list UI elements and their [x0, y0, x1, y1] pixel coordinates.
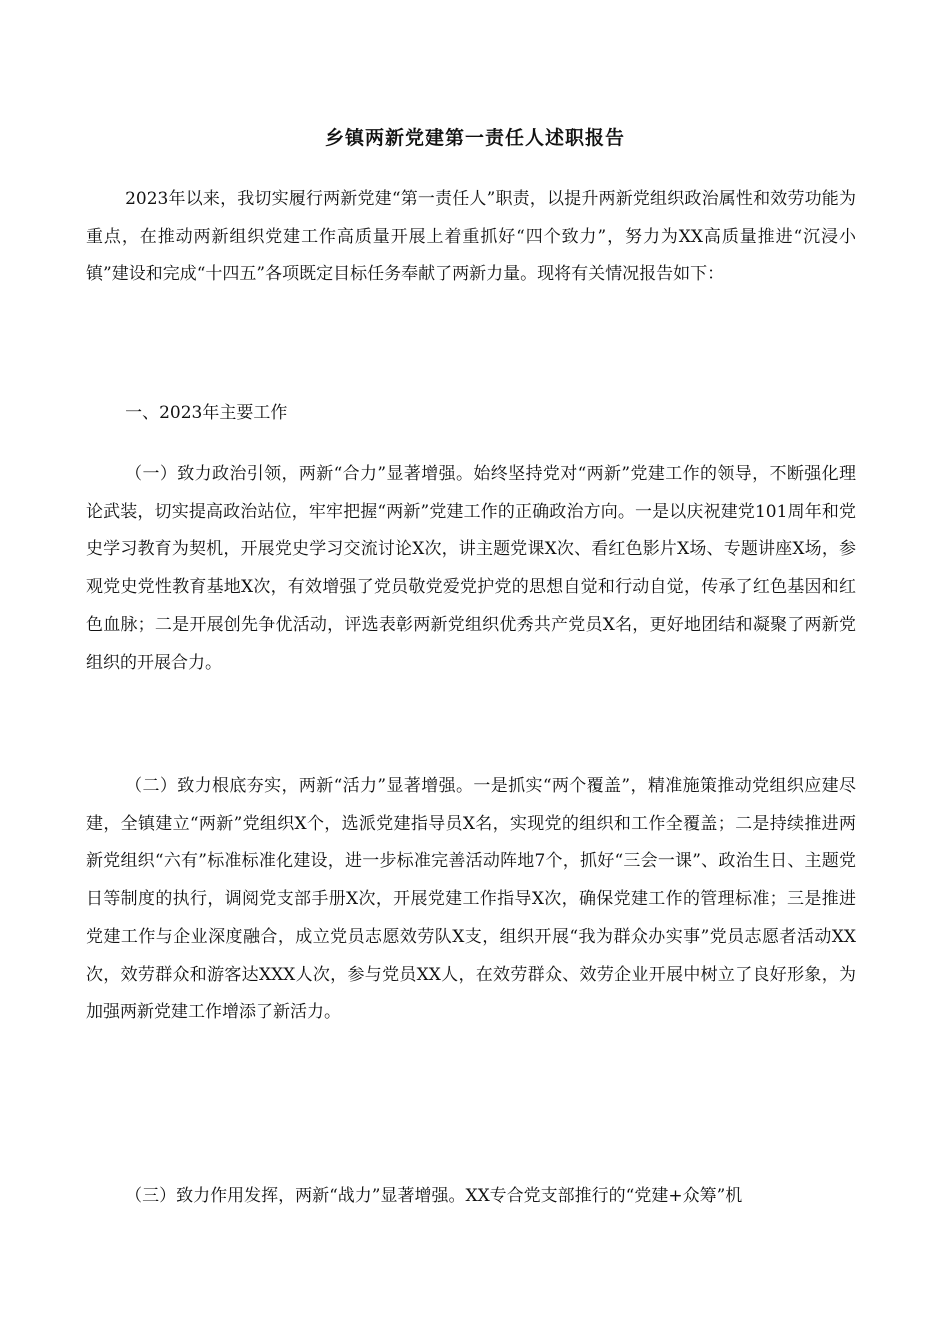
- item-1-paragraph: （一）致力政治引领，两新“合力”显著增强。始终坚持党对“两新”党建工作的领导，不断强化理论武装，切实提高政治站位，牢牢把握“两新”党建工作的正确政治方向。一是以庆祝建党101周年和党史学习教育为契机，开展党史学习交流讨论X次，讲主题党课X次、看红色影片X场、专题讲座X场，参观党史党性教育基地X次，有效增强了党员敬党爱党护党的思想自觉和行动自觉，传承了红色基因和红色血脉；二是开展创先争优活动，评选表彰两新党组织优秀共产党员X名，更好地团结和凝聚了两新党组织的开展合力。: [86, 464, 856, 673]
- item-3-paragraph: （三）致力作用发挥，两新“战力”显著增强。XX专合党支部推行的“党建+众筹”机: [125, 1186, 743, 1206]
- section-heading: 一、2023年主要工作: [125, 403, 288, 423]
- item-2-paragraph: （二）致力根底夯实，两新“活力”显著增强。一是抓实“两个覆盖”，精准施策推动党组织应建尽建，全镇建立“两新”党组织X个，选派党建指导员X名，实现党的组织和工作全覆盖；二是持续推进两新党组织“六有”标准标准化建设，进一步标准完善活动阵地7个，抓好“三会一课”、政治生日、主题党日等制度的执行，调阅党支部手册X次，开展党建工作指导X次，确保党建工作的管理标准；三是推进党建工作与企业深度融合，成立党员志愿效劳队X支，组织开展“我为群众办实事”党员志愿者活动XX次，效劳群众和游客达XXX人次，参与党员XX人，在效劳群众、效劳企业开展中树立了良好形象，为加强两新党建工作增添了新活力。: [86, 776, 856, 1023]
- document-title: 乡镇两新党建第一责任人述职报告: [324, 127, 625, 149]
- intro-paragraph: 2023年以来，我切实履行两新党建“第一责任人”职责，以提升两新党组织政治属性和效劳功能为重点，在推动两新组织党建工作高质量开展上着重抓好“四个致力”，努力为XX高质量推进“沉浸小镇”建设和完成“十四五”各项既定目标任务奉献了两新力量。现将有关情况报告如下：: [86, 189, 856, 285]
